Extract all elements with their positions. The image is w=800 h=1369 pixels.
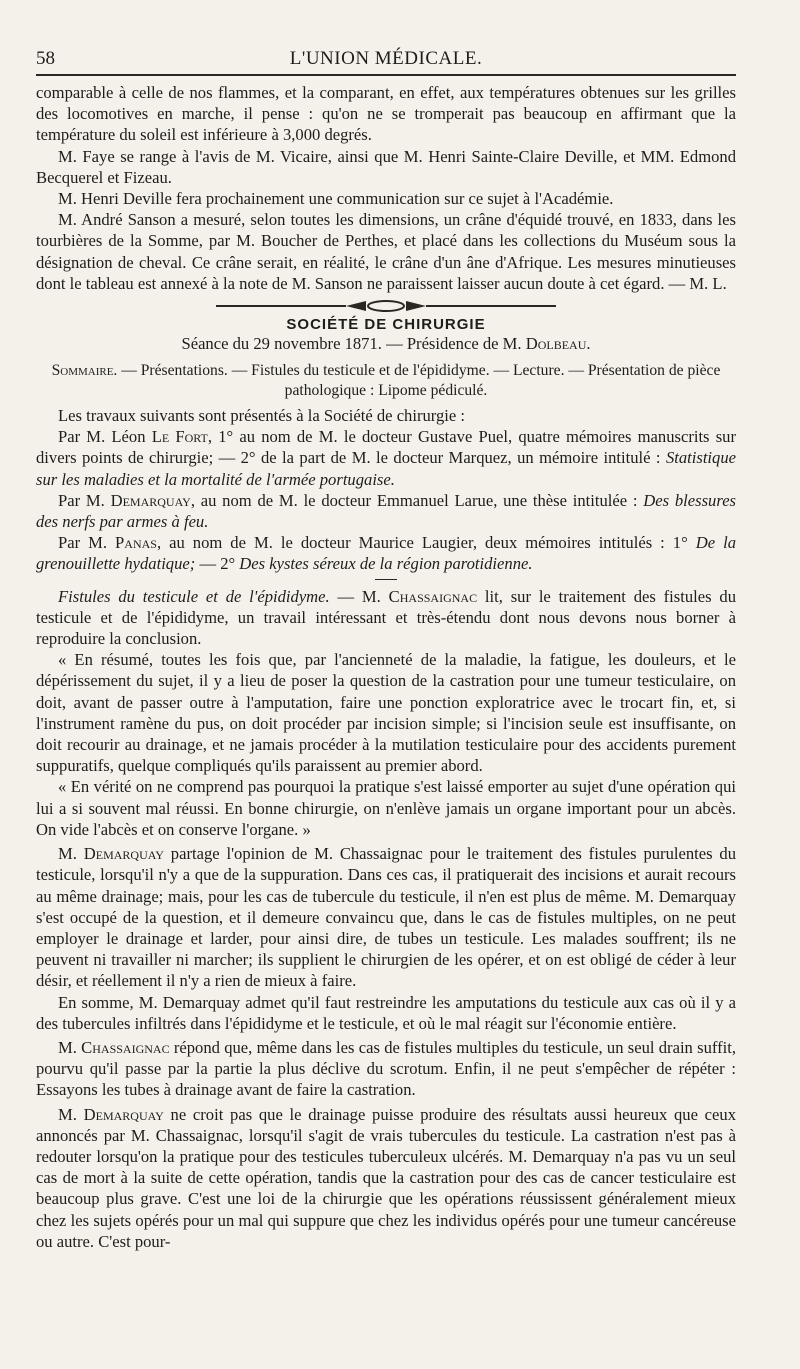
header-rule	[36, 74, 736, 76]
presentations-intro: Les travaux suivants sont présentés à la Société de chirurgie :	[58, 406, 466, 426]
society-title: SOCIÉTÉ DE CHIRURGIE	[286, 316, 486, 334]
ornament-icon	[216, 298, 556, 314]
presentation-3-title-2: Des kystes séreux de la région parotidienne.	[239, 554, 533, 574]
presentation-3-title-1: De la grenouillette hydatique;	[36, 533, 736, 574]
presentation-2-text-b: , au nom de M. le docteur Emmanuel Larue, une thèse intitulée :	[190, 490, 638, 510]
journal-title: L'UNION MÉDICALE.	[289, 48, 483, 69]
presenter-le-fort: Le Fort	[151, 427, 208, 447]
presentation-1	[36, 426, 736, 490]
page-number: 58	[36, 48, 55, 69]
academy-paragraph-2: M. Faye se range à l'avis de M. Vicaire, ainsi que M. Henri Sainte-Claire Deville, et MM. Edmond Becquerel et Fizeau.	[36, 146, 736, 187]
d4-speaker: Demarquay	[83, 1104, 164, 1124]
presenter-panas: Panas	[115, 533, 157, 553]
academy-paragraph-1: comparable à celle de nos flammes, et la comparant, en effet, aux températures obtenues sur les grilles des locomotives en marche, il pense : qu'on ne se tromperait pas beaucoup en affirmant que la température du soleil est inférieure à 3,000 degrés.	[36, 83, 736, 145]
conclusion-quote-1: « En résumé, toutes les fois que, par l'ancienneté de la maladie, la fatigue, les douleurs, et le dépérissement du sujet, il y a lieu de poser la question de la castration pour une tumeur testiculaire, on doit, avant de passer outre à l'amputation, faire une ponction exploratrice avec le trocart fin, et, si l'instrument ramène du pus, on doit procéder par incision simple; si l'incision seule est insuffisante, on doit recourir au drainage, et ne jamais procéder à la mutilation testiculaire pour des accidents purement suppuratifs, quelque compliqués qu'ils paraissent au premier abord.	[36, 650, 736, 776]
fistules-intro	[36, 586, 736, 650]
page	[36, 34, 736, 1252]
presentation-3-text-a: Par M.	[58, 533, 108, 553]
presentation-3	[36, 532, 736, 574]
d1-text-a: M.	[58, 844, 77, 864]
discussion-chassaignac	[36, 1037, 736, 1101]
presentation-3-text-c: — 2°	[195, 554, 236, 574]
author-chassaignac: Chassaignac	[388, 586, 478, 606]
sommaire-label: Sommaire.	[51, 362, 118, 380]
presentation-1-title: Statistique sur les maladies et la mortalité de l'armée portugaise.	[36, 448, 736, 489]
running-head	[36, 34, 736, 74]
fistules-text-b: lit, sur le traitement des fistules du testicule et de l'épididyme, un travail intéressant et très-étendu dont nous devons nous borner à reproduire la conclusion.	[36, 586, 736, 649]
d3-speaker: Chassaignac	[81, 1037, 170, 1057]
fistules-heading: Fistules du testicule et de l'épididyme.	[58, 586, 330, 606]
presentation-2-title: Des blessures des nerfs par armes à feu.	[36, 490, 737, 532]
fistules-text-a: — M.	[329, 586, 381, 606]
seance-line: Séance du 29 novembre 1871. — Présidence de M. Dolbeau.	[181, 334, 591, 354]
presentation-1-text-a: Par M. Léon	[58, 427, 146, 447]
discussion-demarquay-1	[36, 843, 736, 991]
d3-text-b: répond que, même dans les cas de fistules multiples du testicule, un seul drain suffit, pourvu qu'il passe par la partie la plus déclive du scrotum. Enfin, il ne peut s'empêcher de répéter : Essayons les tubes à drainage avant de faire la castration.	[36, 1037, 736, 1100]
presentation-2	[36, 490, 736, 532]
presentation-2-text-a: Par M.	[58, 490, 105, 510]
d3-text-a: M.	[58, 1037, 77, 1057]
sommaire-text: — Présentations. — Fistules du testicule et de l'épididyme. — Lecture. — Présentation de pièce pathologique : Lipome pédiculé.	[121, 362, 721, 400]
d4-text-b: ne croit pas que le drainage puisse produire des résultats aussi heureux que ceux annoncés par M. Chassaignac, lorsqu'il s'agit de vrais tubercules du testicule. La castration n'est pas à redouter lorsqu'on la pratique pour des testicules tuberculeux ulcérés. M. Demarquay n'a pas vu un seul cas de mort à la suite de cette opération, tandis que la castration pour des cas de cancer testiculaire est beaucoup plus grave. C'est une loi de la chirurgie que les opérations réussissent généralement mieux chez les sujets opérés pour un mal qui suppure que chez les individus opérés pour une tumeur cancéreuse ou autre. C'est pour-	[36, 1104, 737, 1251]
seance-text: Séance du 29 novembre 1871. — Présidence de M.	[181, 334, 522, 354]
d1-speaker: Demarquay	[83, 844, 164, 864]
sommaire	[36, 361, 736, 401]
presentation-1-text-b: , 1° au nom de M. le docteur Gustave Puel, quatre mémoires manuscrits sur divers points de chirurgie; — 2° de la part de M. le docteur Marquez, un mémoire intitulé :	[36, 427, 736, 468]
academy-paragraph-4: M. André Sanson a mesuré, selon toutes les dimensions, un crâne d'équidé trouvé, en 1833, dans les tourbières de la Somme, par M. Boucher de Perthes, et placé dans les collections du Muséum sous la désignation de cheval. Ce crâne serait, en réalité, le crâne d'un âne d'Afrique. Les mesures minutieuses dont le tableau est annexé à la note de M. Sanson ne paraissent laisser aucun doute à cet égard. — M. L.	[36, 210, 736, 293]
presenter-demarquay: Demarquay	[110, 490, 191, 510]
d1-text-b: partage l'opinion de M. Chassaignac pour le traitement des fistules purulentes du testicule, lorsqu'il n'y a que de la suppuration. Dans ces cas, il pratiquerait des incisions et aurait recours au même drainage; mais, pour les cas de tubercule du testicule, il n'en est plus de même. M. Demarquay s'est occupé de la question, et il demeure convaincu que, dans le cas de fistules multiples, on ne peut employer le drainage et larder, pour ainsi dire, de tubes un testicule. Les malades souffrent; ils ne peuvent ni travailler ni marcher; ils supplient le chirurgien de les opérer, et on est obligé de céder à leur désir, et réellement il n'y a rien de mieux à faire.	[36, 844, 736, 991]
discussion-demarquay-2: En somme, M. Demarquay admet qu'il faut restreindre les amputations du testicule aux cas où il y a des tubercules infiltrés dans l'épididyme et le testicule, et où le mal réagit sur l'économie entière.	[36, 992, 736, 1033]
discussion-demarquay-3	[36, 1104, 736, 1252]
ornament-divider	[36, 298, 736, 314]
presentation-3-text-b: , au nom de M. le docteur Maurice Laugier, deux mémoires intitulés : 1°	[156, 533, 688, 553]
section-rule	[375, 579, 397, 580]
d4-text-a: M.	[58, 1104, 77, 1124]
conclusion-quote-2: « En vérité on ne comprend pas pourquoi la pratique s'est laissé emporter au sujet d'une opération qui lui a si souvent mal réussi. En bonne chirurgie, on n'enlève jamais un organe important pour un abcès. On vide l'abcès et on conserve l'organe. »	[36, 777, 736, 839]
academy-paragraph-3: M. Henri Deville fera prochainement une communication sur ce sujet à l'Académie.	[58, 189, 614, 209]
president-name: Dolbeau	[525, 334, 587, 354]
